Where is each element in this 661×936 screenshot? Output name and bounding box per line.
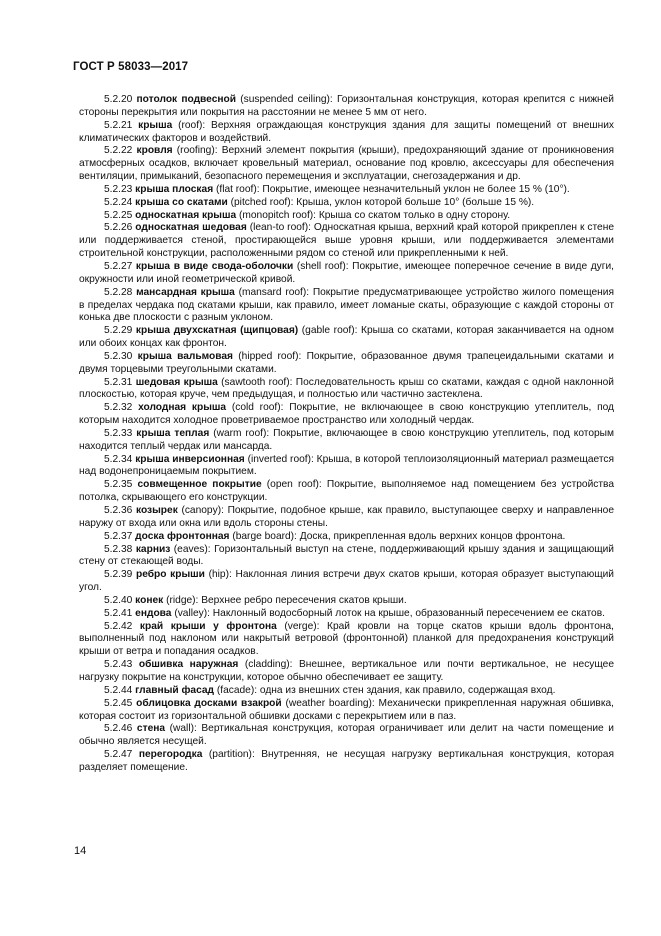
definition-text: (flat roof): Покрытие, имеющее незначительный уклон не более 15 % (10°).: [213, 183, 570, 195]
definition-text: (verge): Край кровли на торце скатов крыши вдоль фронтона, выполненный под наклоном или накрытый ветровой (фронтонной) планкой для предохранения конструкций крыши от ветра и попадания осадков.: [79, 620, 615, 658]
clause-number: 5.2.47: [104, 749, 133, 761]
clause-number: 5.2.41: [104, 607, 133, 619]
definition-entry: [79, 428, 614, 454]
definition-entry: [79, 723, 614, 749]
clause-number: 5.2.30: [104, 350, 133, 362]
clause-number: 5.2.22: [104, 145, 133, 157]
clause-number: 5.2.25: [104, 209, 133, 221]
definition-entry: [79, 120, 614, 146]
term: крыша теплая: [136, 427, 210, 439]
definition-text: (partition): Внутренняя, не несущая нагрузку вертикальная конструкция, которая разделяет помещение.: [79, 749, 614, 773]
clause-number: 5.2.34: [104, 453, 133, 465]
clause-number: 5.2.20: [104, 94, 133, 105]
definition-text: (lean-to roof): Односкатная крыша, верхний край которой прикреплен к стене или поддерживается стеной, простирающейся выше уровня крыши, или поддерживается элементами строительной конструкции, расположенными рядом со стеной или прикрепленными к ней.: [79, 222, 614, 260]
standard-header: ГОСТ Р 58033—2017: [73, 61, 189, 73]
term: край крыши у фронтона: [139, 620, 277, 632]
clause-number: 5.2.39: [104, 569, 133, 581]
clause-number: 5.2.46: [104, 723, 133, 735]
definition-text: (facade): одна из внешних стен здания, как правило, содержащая вход.: [214, 684, 556, 696]
definition-text: (sawtooth roof): Последовательность крыш со скатами, каждая с одной наклонной плоскостью, которая круче, чем предыдущая, и полностью или частично застеклена.: [79, 376, 614, 401]
definition-entry: [79, 325, 614, 351]
definition-entry: [79, 287, 614, 326]
clause-number: 5.2.44: [104, 684, 133, 696]
definition-text: (roof): Верхняя ограждающая конструкция здания для защиты помещений от внешних климатических факторов и воздействий.: [79, 119, 614, 144]
term: односкатная крыша: [135, 209, 237, 221]
clause-number: 5.2.26: [104, 222, 133, 234]
definition-text: (roofing): Верхний элемент покрытия (крыши), предохраняющий здание от проникновения атмосферных осадков, включает кровельный материал, основание под кровлю, аксессуары для обеспечения вентиляции, примыканий, безопасного перемещения и эксплуатации, снегозадержания и др.: [79, 145, 614, 183]
term: доска фронтонная: [135, 530, 230, 542]
definition-entry: [79, 685, 614, 698]
term: облицовка досками взакрой: [136, 697, 282, 709]
definition-entry: [79, 479, 614, 505]
definition-entry: [79, 222, 614, 261]
term: козырек: [135, 505, 178, 516]
term: ендова: [135, 607, 172, 619]
clause-number: 5.2.24: [104, 196, 133, 208]
definition-entry: [79, 749, 614, 775]
definition-text: (ridge): Верхнее ребро пересечения скатов крыши.: [163, 594, 407, 606]
clause-number: 5.2.23: [104, 183, 133, 195]
clause-number: 5.2.43: [104, 659, 133, 671]
term: крыша со скатами: [135, 196, 228, 208]
definition-text: (hipped roof): Покрытие, образованное двумя трапецеидальными скатами и двумя торцевыми треугольными скатами.: [79, 350, 614, 375]
term: карниз: [135, 543, 171, 555]
term: холодная крыша: [138, 402, 227, 414]
term: крыша вальмовая: [137, 350, 233, 362]
definition-entry: [79, 659, 614, 685]
definition-text: (suspended ceiling): Горизонтальная конструкция, которая крепится с нижней стороны перекрытия или покрытия на расстоянии не менее 5 мм от него.: [79, 94, 614, 118]
definition-text: (monopitch roof): Крыша со скатом только в одну сторону.: [236, 209, 511, 221]
term: крыша двухскатная (щипцовая): [135, 325, 299, 337]
term: крыша плоская: [135, 183, 214, 195]
clause-number: 5.2.45: [104, 697, 133, 709]
definition-entry: [79, 608, 614, 621]
clause-number: 5.2.42: [104, 620, 133, 632]
definition-text: (wall): Вертикальная конструкция, которая ограничивает или делит на части помещение и обычно является несущей.: [79, 723, 614, 748]
definition-entry: [79, 377, 614, 403]
page-number: 14: [74, 845, 87, 857]
definition-text: (gable roof): Крыша со скатами, которая заканчивается на одном или обоих концах как фронтон.: [79, 325, 614, 350]
clause-number: 5.2.35: [104, 479, 133, 491]
term: шедовая крыша: [135, 376, 218, 388]
clause-number: 5.2.37: [104, 530, 133, 542]
term: односкатная шедовая: [135, 222, 247, 234]
definition-entry: [79, 402, 614, 428]
clause-number: 5.2.27: [104, 260, 133, 272]
definition-text: (canopy): Покрытие, подобное крыше, как правило, выступающее сверху и направленное наружу от входа или окна или вдоль стороны стены.: [79, 505, 614, 529]
definition-entry: [79, 569, 614, 595]
definition-text: (cold roof): Покрытие, не включающее в свою конструкцию утеплитель, под которым находится холодное проветриваемое пространство или холодный чердак.: [79, 402, 614, 427]
definition-text: (shell roof): Покрытие, имеющее поперечное сечение в виде дуги, окружности или иной геометрической кривой.: [79, 260, 614, 285]
term: ребро крыши: [136, 569, 205, 581]
definitions-section: [79, 94, 614, 775]
term: крыша: [138, 119, 173, 131]
term: перегородка: [138, 749, 203, 761]
definition-text: (warm roof): Покрытие, включающее в свою конструкцию утеплитель, под которым находится теплый чердак или мансарда.: [79, 427, 614, 452]
definition-entry: [79, 197, 614, 210]
term: конек: [135, 594, 164, 606]
clause-number: 5.2.36: [104, 505, 133, 516]
clause-number: 5.2.33: [104, 427, 133, 439]
definition-entry: [79, 184, 614, 197]
definition-entry: [79, 621, 614, 660]
definition-text: (eaves): Горизонтальный выступ на стене, поддерживающий крышу здания и защищающий стену от стекающей воды.: [79, 543, 614, 568]
term: стена: [136, 723, 166, 735]
definition-entry: [79, 544, 614, 570]
definition-entry: [79, 698, 614, 724]
term: мансардная крыша: [136, 286, 235, 298]
definition-entry: [79, 454, 614, 480]
definition-entry: [79, 595, 614, 608]
definition-text: (open roof): Покрытие, выполняемое над помещением без устройства потолка, скрывающего его конструкции.: [79, 479, 614, 504]
definition-text: (valley): Наклонный водосборный лоток на крыше, образованный пересечением ее скатов.: [171, 607, 605, 619]
definition-text: (weather boarding): Механически прикрепленная наружная обшивка, которая состоит из горизонтальной обшивки досками с перекрытием или в паз.: [79, 697, 614, 722]
definition-text: (pitched roof): Крыша, уклон которой больше 10° (больше 15 %).: [227, 196, 535, 208]
definition-text: (mansard roof): Покрытие предусматривающее устройство жилого помещения в пределах чердака под скатами крыши, как правило, имеет ломаные скаты, образующие с каждой стороны от конька две плоскости с разным уклоном.: [79, 286, 614, 324]
definition-entry: [79, 261, 614, 287]
definition-text: (barge board): Доска, прикрепленная вдоль верхних концов фронтона.: [229, 530, 566, 542]
clause-number: 5.2.40: [104, 594, 133, 606]
clause-number: 5.2.32: [104, 402, 133, 414]
term: крыша в виде свода-оболочки: [135, 260, 294, 272]
clause-number: 5.2.28: [104, 286, 133, 298]
definition-entry: [79, 210, 614, 223]
term: потолок подвесной: [136, 94, 237, 105]
definition-text: (hip): Наклонная линия встречи двух скатов крыши, которая образует выступающий угол.: [79, 569, 614, 594]
term: кровля: [136, 145, 173, 157]
definition-entry: [79, 351, 614, 377]
clause-number: 5.2.29: [104, 325, 133, 337]
term: главный фасад: [135, 684, 215, 696]
definition-text: (inverted roof): Крыша, в которой теплоизоляционный материал размещается над водонепроницаемым покрытием.: [79, 453, 614, 478]
clause-number: 5.2.38: [104, 543, 133, 555]
definition-entry: [79, 531, 614, 544]
definition-entry: [79, 94, 614, 120]
term: обшивка наружная: [138, 659, 239, 671]
term: крыша инверсионная: [135, 453, 245, 465]
definition-entry: [79, 145, 614, 184]
definition-text: (cladding): Внешнее, вертикальное или почти вертикальное, не несущее нагрузку покрытие на конструкции, которое обычно обеспечивает ее защиту.: [79, 659, 614, 683]
clause-number: 5.2.21: [104, 119, 133, 131]
clause-number: 5.2.31: [104, 376, 133, 388]
definition-entry: [79, 505, 614, 531]
term: совмещенное покрытие: [137, 479, 262, 491]
